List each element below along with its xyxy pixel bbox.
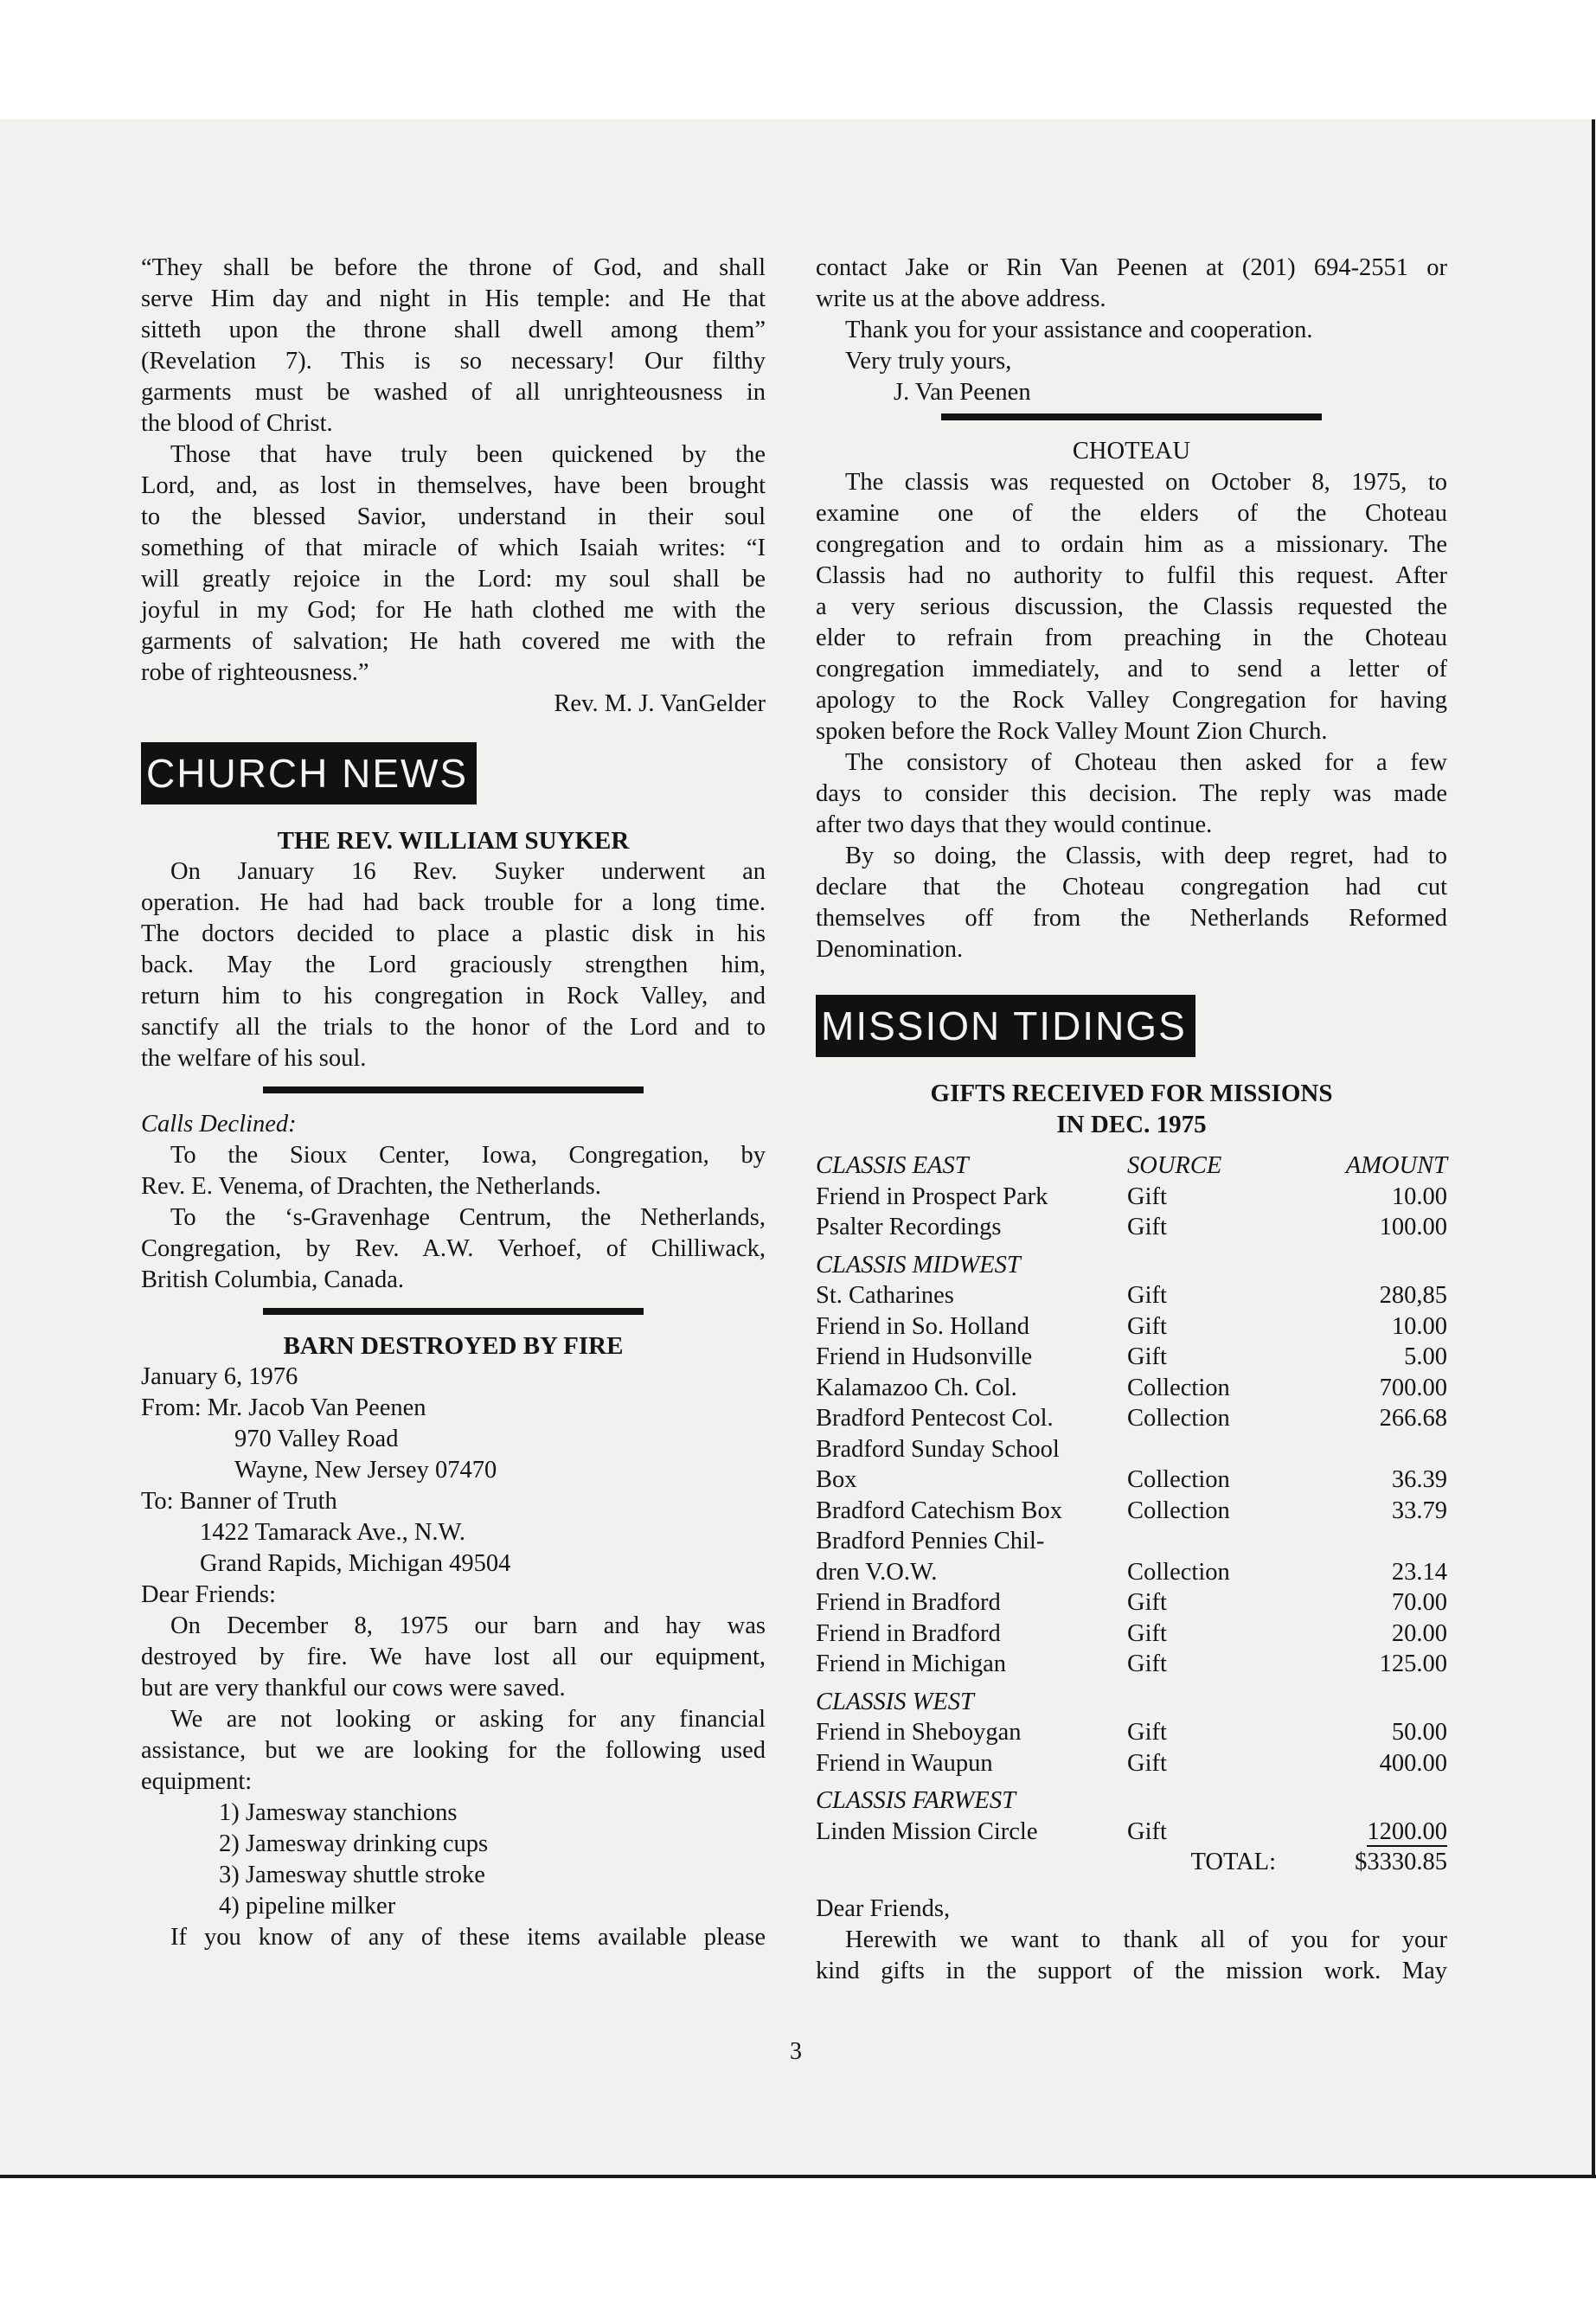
table-cell: Friend in Prospect Park	[816, 1183, 1048, 1210]
text-line: Lord, and, as lost in themselves, have been brought	[141, 472, 766, 499]
letter	[141, 1362, 766, 1953]
divider-rule	[941, 413, 1322, 420]
table-row	[816, 1748, 1447, 1779]
table-cell: Collection	[1127, 1497, 1230, 1524]
table-cell: 50.00	[1391, 1719, 1447, 1746]
table-cell: Collection	[1127, 1558, 1230, 1586]
table-row	[816, 1212, 1447, 1243]
table-row	[816, 1311, 1447, 1343]
banner-label: MISSION TIDINGS	[816, 995, 1195, 1057]
text-line: robe of righteousness.”	[141, 659, 369, 686]
section-label: CLASSIS MIDWEST	[816, 1251, 1021, 1279]
text-line: garments of salvation; He hath covered me with the	[141, 628, 766, 655]
text-line: garments must be washed of all unrighteousness in	[141, 379, 766, 406]
table-cell: 10.00	[1391, 1183, 1447, 1210]
sheet-edge	[1592, 119, 1595, 2178]
column-header: SOURCE	[1127, 1152, 1222, 1179]
table-cell: 20.00	[1391, 1619, 1447, 1647]
table-row	[816, 1465, 1447, 1496]
text-line: the blood of Christ.	[141, 410, 333, 437]
text-line: apology to the Rock Valley Congregation for having	[816, 687, 1447, 714]
text-line: If you know of any of these items available please	[170, 1924, 766, 1951]
table-cell: Gift	[1127, 1312, 1167, 1340]
list-item: 1) Jamesway stanchions	[219, 1799, 458, 1826]
table-row	[816, 1587, 1447, 1618]
text-line: Rev. E. Venema, of Drachten, the Netherlands.	[141, 1173, 601, 1200]
text-line: write us at the above address.	[816, 285, 1106, 312]
text-line: On January 16 Rev. Suyker underwent an	[170, 858, 766, 885]
table-cell	[816, 1847, 1127, 1878]
table-cell: 5.00	[1404, 1343, 1447, 1370]
total-label: TOTAL:	[1190, 1849, 1276, 1875]
text-line: joyful in my God; for He hath clothed me with the	[141, 597, 766, 624]
text-line: elder to refrain from preaching in the Choteau	[816, 625, 1447, 651]
letter-to: To: Banner of Truth	[141, 1488, 337, 1515]
table-header-row	[816, 1150, 1447, 1182]
text-line: To the Sioux Center, Iowa, Congregation, by	[170, 1142, 766, 1169]
table-cell: Linden Mission Circle	[816, 1817, 1038, 1845]
table-cell: Bradford Pennies Chil-	[816, 1528, 1045, 1554]
table-cell: Gift	[1127, 1214, 1167, 1240]
table-cell: Friend in So. Holland	[816, 1312, 1029, 1340]
table-cell: Gift	[1127, 1817, 1167, 1845]
table-cell: 400.00	[1379, 1749, 1447, 1777]
table-cell: Box	[816, 1466, 857, 1493]
list-item: 2) Jamesway drinking cups	[219, 1830, 489, 1857]
section-heading: BARN DESTROYED BY FIRE	[283, 1332, 624, 1360]
letter-continued	[816, 253, 1447, 408]
gifts-table	[816, 1150, 1447, 1878]
table-row	[816, 1182, 1447, 1213]
section-heading: CHOTEAU	[1072, 438, 1191, 465]
amount-value: 1200.00	[1367, 1817, 1447, 1845]
text-line: after two days that they would continue.	[816, 811, 1213, 838]
table-cell: Kalamazoo Ch. Col.	[816, 1374, 1017, 1401]
table-cell: Gift	[1127, 1619, 1167, 1647]
table-cell: 125.00	[1379, 1650, 1447, 1677]
table-cell: Friend in Hudsonville	[816, 1343, 1033, 1370]
table-cell: Gift	[1127, 1749, 1167, 1777]
mission-letter	[816, 1894, 1447, 1987]
text-line: To the ‘s-Gravenhage Centrum, the Netherlands,	[170, 1204, 766, 1231]
text-line: sanctify all the trials to the honor of the Lord and to	[141, 1014, 766, 1041]
table-row	[816, 1526, 1447, 1557]
quote-paragraph	[141, 253, 766, 439]
total-row	[816, 1847, 1447, 1878]
table-row	[816, 1618, 1447, 1650]
table-cell: Gift	[1127, 1343, 1167, 1370]
table-cell: 700.00	[1379, 1374, 1447, 1401]
list-item: 3) Jamesway shuttle stroke	[219, 1862, 485, 1888]
text-line: kind gifts in the support of the mission work. May	[816, 1957, 1447, 1984]
body-paragraph	[141, 1140, 766, 1296]
author-signature: Rev. M. J. VanGelder	[554, 690, 766, 717]
text-line: “They shall be before the throne of God, and shall	[141, 254, 766, 281]
body-paragraph	[816, 467, 1447, 965]
text-line: but are very thankful our cows were saved.	[141, 1675, 566, 1702]
table-cell: Gift	[1127, 1183, 1167, 1210]
table-cell: Gift	[1127, 1589, 1167, 1616]
text-line: spoken before the Rock Valley Mount Zion Church.	[816, 718, 1328, 745]
page-number: 3	[790, 2038, 802, 2065]
table-row	[816, 1373, 1447, 1404]
text-line: destroyed by fire. We have lost all our equipment,	[141, 1644, 766, 1670]
section-heading: THE REV. WILLIAM SUYKER	[277, 827, 630, 855]
text-line: assistance, but we are looking for the following used	[141, 1737, 766, 1764]
table-cell: 23.14	[1391, 1558, 1447, 1586]
list-item: 4) pipeline milker	[219, 1893, 396, 1920]
text-line: Classis had no authority to fulfil this request. After	[816, 562, 1447, 589]
mission-tidings-banner	[816, 995, 1447, 1057]
table-row	[816, 1342, 1447, 1373]
body-paragraph	[141, 856, 766, 1074]
text-line: will greatly rejoice in the Lord: my soul shall be	[141, 566, 766, 593]
table-cell: Collection	[1127, 1374, 1230, 1401]
table-cell: 280,85	[1379, 1282, 1447, 1309]
table-cell: 70.00	[1391, 1589, 1447, 1616]
table-row	[816, 1649, 1447, 1680]
text-line: The classis was requested on October 8, 1975, to	[845, 469, 1447, 496]
column-header: AMOUNT	[1345, 1152, 1447, 1179]
text-line: back. May the Lord graciously strengthen him,	[141, 952, 766, 978]
table-cell: Friend in Michigan	[816, 1650, 1007, 1677]
address-line: 1422 Tamarack Ave., N.W.	[200, 1519, 465, 1546]
text-line: a very serious discussion, the Classis requested the	[816, 593, 1447, 620]
table-cell: Gift	[1127, 1282, 1167, 1309]
table-cell: St. Catharines	[816, 1282, 954, 1309]
table-cell: Bradford Pentecost Col.	[816, 1405, 1054, 1432]
section-label: CLASSIS FARWEST	[816, 1787, 1016, 1814]
table-cell: 33.79	[1391, 1497, 1447, 1524]
table-row	[816, 1496, 1447, 1527]
text-line: Thank you for your assistance and cooperation.	[845, 317, 1313, 343]
section-heading: IN DEC. 1975	[1056, 1111, 1207, 1138]
sheet-edge	[0, 2175, 1596, 2178]
address-line: Grand Rapids, Michigan 49504	[200, 1550, 511, 1577]
address-line: 970 Valley Road	[234, 1426, 399, 1452]
text-line: equipment:	[141, 1768, 253, 1795]
text-line: We are not looking or asking for any financial	[170, 1706, 766, 1733]
divider-rule	[263, 1086, 644, 1093]
text-line: The doctors decided to place a plastic disk in his	[141, 920, 766, 947]
left-column	[141, 253, 766, 1953]
salutation: Dear Friends:	[141, 1581, 276, 1608]
table-cell: 10.00	[1391, 1312, 1447, 1340]
table-cell: 36.39	[1391, 1466, 1447, 1493]
divider-rule	[263, 1308, 644, 1315]
text-line: sitteth upon the throne shall dwell among them”	[141, 317, 766, 343]
text-line: (Revelation 7). This is so necessary! Our filthy	[141, 348, 766, 375]
text-line: days to consider this decision. The reply was made	[816, 780, 1447, 807]
letter-date: January 6, 1976	[141, 1363, 298, 1390]
text-line: contact Jake or Rin Van Peenen at (201) 694-2551 or	[816, 254, 1447, 281]
text-line: operation. He had had back trouble for a long time.	[141, 889, 766, 916]
table-cell: Collection	[1127, 1405, 1230, 1432]
text-line: examine one of the elders of the Choteau	[816, 500, 1447, 527]
section-heading: GIFTS RECEIVED FOR MISSIONS	[930, 1080, 1333, 1107]
subheading: Calls Declined:	[141, 1111, 297, 1138]
table-row	[816, 1403, 1447, 1434]
table-row	[816, 1717, 1447, 1748]
table-row	[816, 1280, 1447, 1311]
table-cell: Friend in Bradford	[816, 1619, 1001, 1647]
table-cell: Psalter Recordings	[816, 1214, 1002, 1240]
table-row	[816, 1817, 1447, 1848]
text-line: The consistory of Choteau then asked for a few	[845, 749, 1447, 776]
letter-signer: J. Van Peenen	[894, 379, 1031, 406]
section-row	[816, 1680, 1447, 1718]
table-cell	[1300, 1817, 1447, 1848]
body-paragraph	[141, 439, 766, 689]
text-line: declare that the Choteau congregation had cut	[816, 874, 1447, 901]
table-cell: Friend in Sheboygan	[816, 1719, 1022, 1746]
church-news-banner	[141, 742, 766, 804]
table-cell: Gift	[1127, 1719, 1167, 1746]
text-line: By so doing, the Classis, with deep regret, had to	[845, 843, 1447, 869]
text-line: to the blessed Savior, understand in their soul	[141, 503, 766, 530]
address-line: Wayne, New Jersey 07470	[234, 1457, 497, 1484]
text-line: something of that miracle of which Isaiah writes: “I	[141, 535, 766, 561]
text-line: Those that have truly been quickened by the	[170, 441, 766, 468]
table-cell: Friend in Waupun	[816, 1749, 993, 1777]
section-row	[816, 1779, 1447, 1817]
text-line: the welfare of his soul.	[141, 1045, 367, 1072]
table-cell: Friend in Bradford	[816, 1589, 1001, 1616]
table-cell: Bradford Catechism Box	[816, 1497, 1062, 1524]
salutation: Dear Friends,	[816, 1894, 951, 1922]
total-value: $3330.85	[1355, 1849, 1447, 1875]
text-line: themselves off from the Netherlands Reformed	[816, 905, 1447, 932]
table-cell: dren V.O.W.	[816, 1558, 938, 1586]
table-row	[816, 1434, 1447, 1465]
text-line: Congregation, by Rev. A.W. Verhoef, of Chilliwack,	[141, 1235, 766, 1262]
table-cell: Gift	[1127, 1650, 1167, 1677]
letter-from: From: Mr. Jacob Van Peenen	[141, 1394, 426, 1421]
table-cell: 100.00	[1379, 1214, 1447, 1240]
table-cell: Bradford Sunday School	[816, 1435, 1060, 1463]
table-cell: 266.68	[1379, 1405, 1447, 1432]
text-line: return him to his congregation in Rock Valley, and	[141, 983, 766, 1009]
text-line: congregation immediately, and to send a letter of	[816, 656, 1447, 683]
section-row	[816, 1243, 1447, 1281]
column-header: CLASSIS EAST	[816, 1152, 969, 1179]
table-row	[816, 1557, 1447, 1588]
text-line: serve Him day and night in His temple: and He that	[141, 285, 766, 312]
letter-closing: Very truly yours,	[845, 348, 1012, 375]
text-line: Herewith we want to thank all of you for your	[845, 1926, 1447, 1953]
banner-label: CHURCH NEWS	[141, 742, 477, 804]
section-label: CLASSIS WEST	[816, 1688, 974, 1715]
table-cell: Collection	[1127, 1466, 1230, 1493]
text-line: congregation and to ordain him as a missionary. The	[816, 531, 1447, 558]
text-line: British Columbia, Canada.	[141, 1266, 404, 1293]
text-line: Denomination.	[816, 936, 964, 963]
right-column	[816, 253, 1447, 1987]
text-line: On December 8, 1975 our barn and hay was	[170, 1612, 766, 1639]
